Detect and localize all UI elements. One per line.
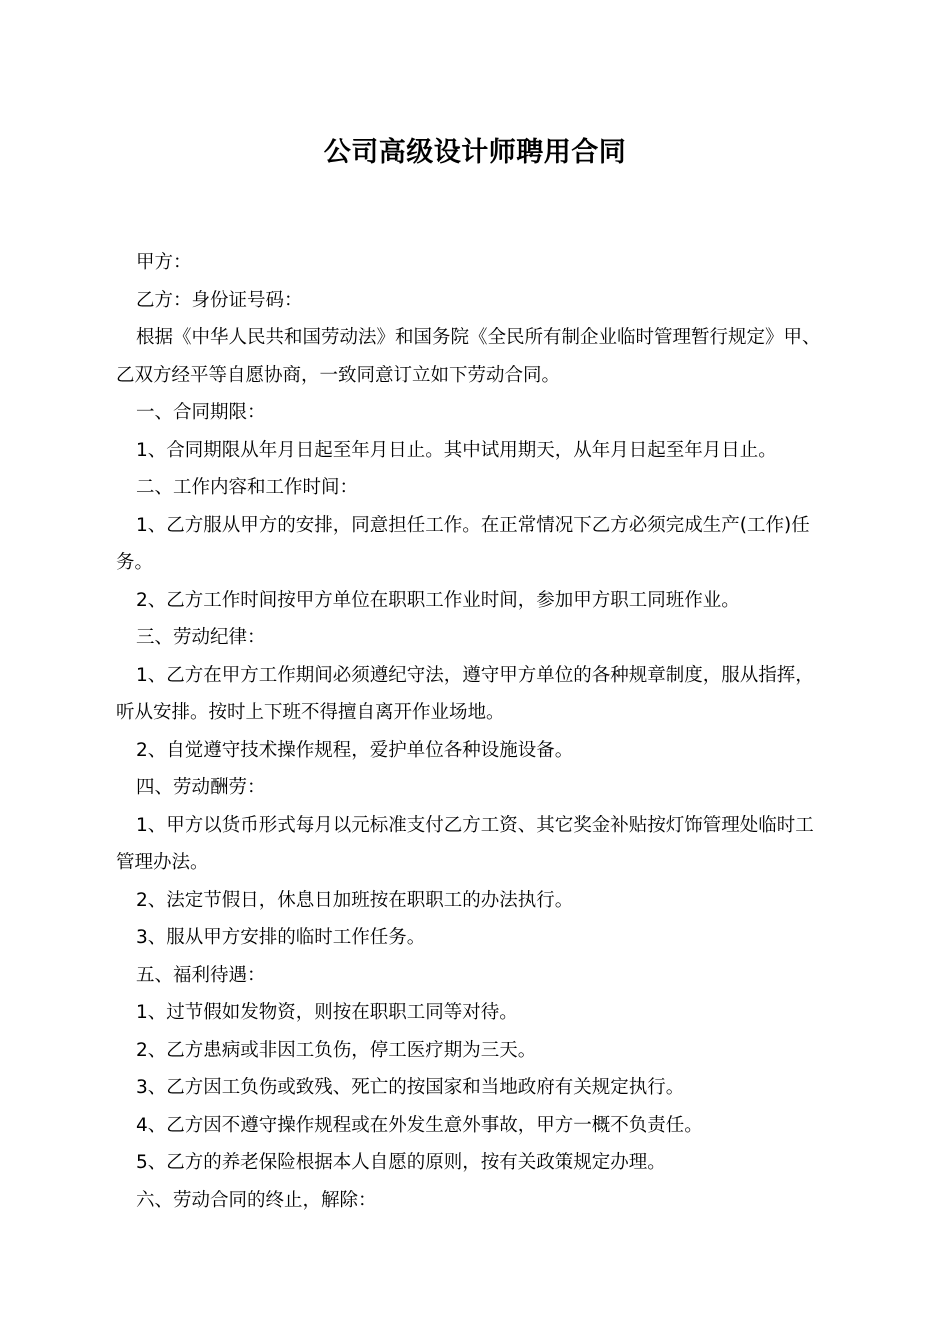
document-title: 公司高级设计师聘用合同 bbox=[323, 137, 627, 168]
section-heading-discipline: 三、劳动纪律： bbox=[136, 627, 266, 648]
clause-discipline-2: 2、自觉遵守技术操作规程，爱护单位各种设施设备。 bbox=[136, 739, 574, 761]
clause-discipline-1-line-2: 听从安排。按时上下班不得擅自离开作业场地。 bbox=[116, 702, 505, 723]
clause-benefits-5: 5、乙方的养老保险根据本人自愿的原则，按有关政策规定办理。 bbox=[136, 1152, 666, 1173]
clause-term-1: 1、合同期限从年月日起至年月日止。其中试用期天，从年月日起至年月日止。 bbox=[136, 439, 777, 461]
clause-pay-1-line-2: 管理办法。 bbox=[116, 852, 209, 873]
clause-benefits-3: 3、乙方因工负伤或致残、死亡的按国家和当地政府有关规定执行。 bbox=[136, 1077, 685, 1098]
clause-benefits-1: 1、过节假如发物资，则按在职职工同等对待。 bbox=[136, 1002, 518, 1023]
preamble-line-2: 乙双方经平等自愿协商，一致同意订立如下劳动合同。 bbox=[116, 364, 561, 386]
party-a-line: 甲方： bbox=[136, 252, 192, 273]
section-heading-work: 二、工作内容和工作时间： bbox=[136, 477, 359, 498]
clause-work-1-line-2: 务。 bbox=[116, 552, 154, 573]
party-b-line: 乙方：身份证号码： bbox=[136, 289, 303, 311]
section-heading-pay: 四、劳动酬劳： bbox=[136, 777, 266, 798]
clause-discipline-1-line-1: 1、乙方在甲方工作期间必须遵纪守法，遵守甲方单位的各种规章制度，服从指挥， bbox=[136, 664, 814, 686]
clause-work-1-line-1: 1、乙方服从甲方的安排，同意担任工作。在正常情况下乙方必须完成生产(工作)任 bbox=[136, 514, 810, 536]
section-heading-term: 一、合同期限： bbox=[136, 402, 266, 423]
section-heading-termination: 六、劳动合同的终止，解除： bbox=[136, 1189, 377, 1211]
clause-work-2: 2、乙方工作时间按甲方单位在职职工作业时间，参加甲方职工同班作业。 bbox=[136, 589, 740, 611]
clause-pay-2: 2、法定节假日，休息日加班按在职职工的办法执行。 bbox=[136, 889, 574, 911]
clause-pay-3: 3、服从甲方安排的临时工作任务。 bbox=[136, 927, 426, 948]
clause-benefits-2: 2、乙方患病或非因工负伤，停工医疗期为三天。 bbox=[136, 1039, 537, 1061]
clause-pay-1-line-1: 1、甲方以货币形式每月以元标准支付乙方工资、其它奖金补贴按灯饰管理处临时工 bbox=[136, 814, 814, 836]
clause-benefits-4: 4、乙方因不遵守操作规程或在外发生意外事故，甲方一概不负责任。 bbox=[136, 1114, 703, 1136]
document-body bbox=[116, 244, 846, 1219]
preamble-line-1: 根据《中华人民共和国劳动法》和国务院《全民所有制企业临时管理暂行规定》甲、 bbox=[136, 327, 821, 348]
section-heading-benefits: 五、福利待遇： bbox=[136, 964, 266, 986]
